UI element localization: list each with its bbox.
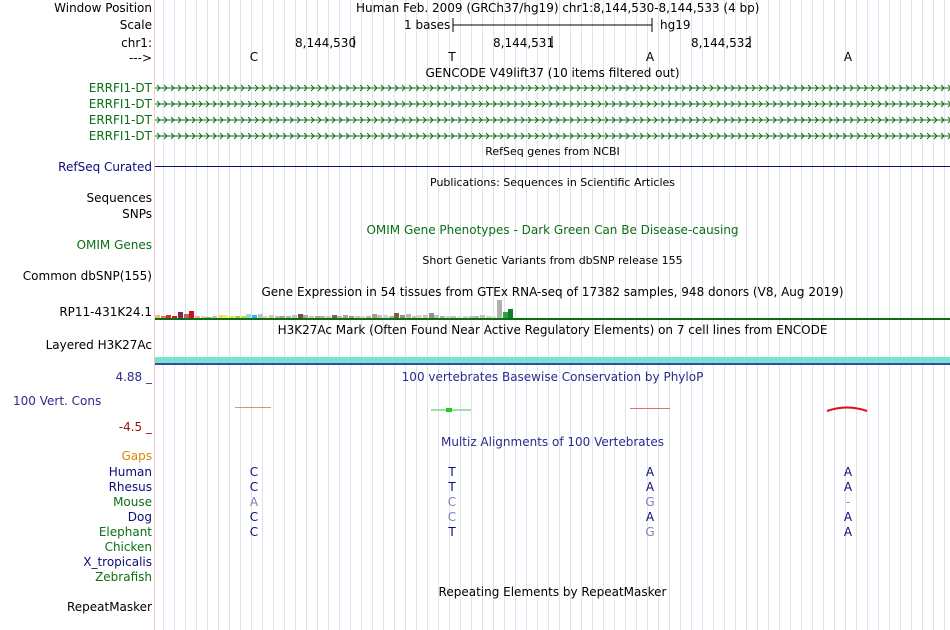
multiz-base: A: [843, 480, 853, 494]
gtex-expression-bars[interactable]: [155, 298, 515, 318]
multiz-species-label[interactable]: Chicken: [104, 540, 152, 554]
gtex-track-title: Gene Expression in 54 tissues from GTEx RNA-seq of 17382 samples, 948 donors (V8, Aug 2019): [261, 285, 844, 299]
h3k27ac-signal-base: [155, 363, 950, 365]
multiz-base: C: [249, 525, 259, 539]
scale-assembly: hg19: [660, 18, 691, 32]
multiz-gaps-label[interactable]: Gaps: [121, 449, 152, 463]
phylop-track-label[interactable]: 100 Vert. Cons: [13, 394, 102, 408]
gencode-transcripts[interactable]: [155, 80, 950, 144]
multiz-base: T: [448, 465, 456, 479]
gencode-transcript-label[interactable]: ERRFI1-DT: [88, 97, 152, 111]
repeatmasker-track-title: Repeating Elements by RepeatMasker: [438, 585, 667, 599]
multiz-species-label[interactable]: Human: [108, 465, 152, 479]
multiz-base: T: [448, 525, 456, 539]
repeatmasker-track-label[interactable]: RepeatMasker: [66, 600, 152, 614]
h3k27ac-track-title: H3K27Ac Mark (Often Found Near Active Regulatory Elements) on 7 cell lines from ENCODE: [277, 323, 828, 337]
multiz-base: G: [645, 495, 655, 509]
omim-track-label[interactable]: OMIM Genes: [76, 238, 152, 252]
gencode-transcript-line: [155, 96, 950, 112]
coord-label: 8,144,531: [493, 36, 555, 50]
gencode-transcript-label[interactable]: ERRFI1-DT: [88, 129, 152, 143]
multiz-track-title: Multiz Alignments of 100 Vertebrates: [440, 435, 665, 449]
coord-label: 8,144,532: [691, 36, 753, 50]
multiz-base: A: [843, 510, 853, 524]
coord-label: 8,144,530: [295, 36, 357, 50]
multiz-species-label[interactable]: Rhesus: [108, 480, 152, 494]
multiz-base: A: [645, 480, 655, 494]
phylop-mark: [446, 408, 452, 412]
gtex-gene-line[interactable]: [155, 318, 950, 320]
multiz-base: C: [249, 510, 259, 524]
multiz-species-label[interactable]: Zebrafish: [95, 570, 152, 584]
gtex-bar[interactable]: [508, 309, 513, 318]
multiz-base: C: [447, 510, 457, 524]
refseq-track-label[interactable]: RefSeq Curated: [58, 160, 152, 174]
multiz-base: A: [645, 465, 655, 479]
phylop-max-label: 4.88 _: [115, 370, 152, 384]
multiz-base: C: [249, 465, 259, 479]
refseq-track-title: RefSeq genes from NCBI: [485, 145, 620, 158]
multiz-base: C: [249, 480, 259, 494]
gencode-transcript-line: [155, 112, 950, 128]
window-position-value: Human Feb. 2009 (GRCh37/hg19) chr1:8,144,530-8,144,533 (4 bp): [356, 1, 760, 15]
scale-value: 1 bases: [404, 18, 451, 32]
multiz-base: A: [249, 495, 259, 509]
scale-bar: [452, 16, 657, 34]
coord-ticks: [350, 35, 755, 50]
multiz-base: A: [645, 510, 655, 524]
gtex-gene-label[interactable]: RP11-431K24.1: [59, 305, 152, 319]
scale-label: Scale: [119, 18, 152, 32]
chrom-label: chr1:: [121, 36, 152, 50]
multiz-base: -: [845, 495, 851, 509]
gencode-track-title: GENCODE V49lift37 (10 items filtered out): [425, 66, 680, 80]
h3k27ac-track-label[interactable]: Layered H3K27Ac: [45, 338, 152, 352]
multiz-base: A: [843, 465, 853, 479]
ref-base: A: [645, 50, 655, 64]
publications-track-title: Publications: Sequences in Scientific Articles: [430, 176, 675, 189]
dbsnp-track-label[interactable]: Common dbSNP(155): [22, 269, 152, 283]
ref-base: T: [448, 50, 456, 64]
multiz-species-label[interactable]: Dog: [127, 510, 152, 524]
multiz-base: T: [448, 480, 456, 494]
gencode-transcript-line: [155, 128, 950, 144]
gtex-bar[interactable]: [189, 311, 194, 318]
omim-track-title: OMIM Gene Phenotypes - Dark Green Can Be Disease-causing: [366, 223, 739, 237]
phylop-mark: [827, 408, 867, 412]
ref-base: A: [843, 50, 853, 64]
refseq-gene-line[interactable]: [155, 166, 950, 167]
multiz-base: G: [645, 525, 655, 539]
multiz-base: C: [447, 495, 457, 509]
ref-base: C: [249, 50, 259, 64]
phylop-min-label: -4.5 _: [118, 420, 152, 434]
strand-label: --->: [128, 51, 152, 65]
phylop-signal[interactable]: [155, 400, 950, 420]
multiz-base: A: [843, 525, 853, 539]
gtex-bar[interactable]: [497, 300, 502, 318]
window-position-label: Window Position: [54, 1, 152, 15]
multiz-species-label[interactable]: Elephant: [98, 525, 152, 539]
phylop-track-title: 100 vertebrates Basewise Conservation by PhyloP: [401, 370, 704, 384]
publications-sequences-label[interactable]: Sequences: [86, 191, 152, 205]
gencode-transcript-label[interactable]: ERRFI1-DT: [88, 113, 152, 127]
dbsnp-track-title: Short Genetic Variants from dbSNP release 155: [422, 254, 683, 267]
gencode-transcript-line: [155, 80, 950, 96]
multiz-species-label[interactable]: Mouse: [113, 495, 152, 509]
publications-snps-label[interactable]: SNPs: [122, 207, 152, 221]
gencode-transcript-label[interactable]: ERRFI1-DT: [88, 81, 152, 95]
multiz-species-label[interactable]: X_tropicalis: [83, 555, 152, 569]
